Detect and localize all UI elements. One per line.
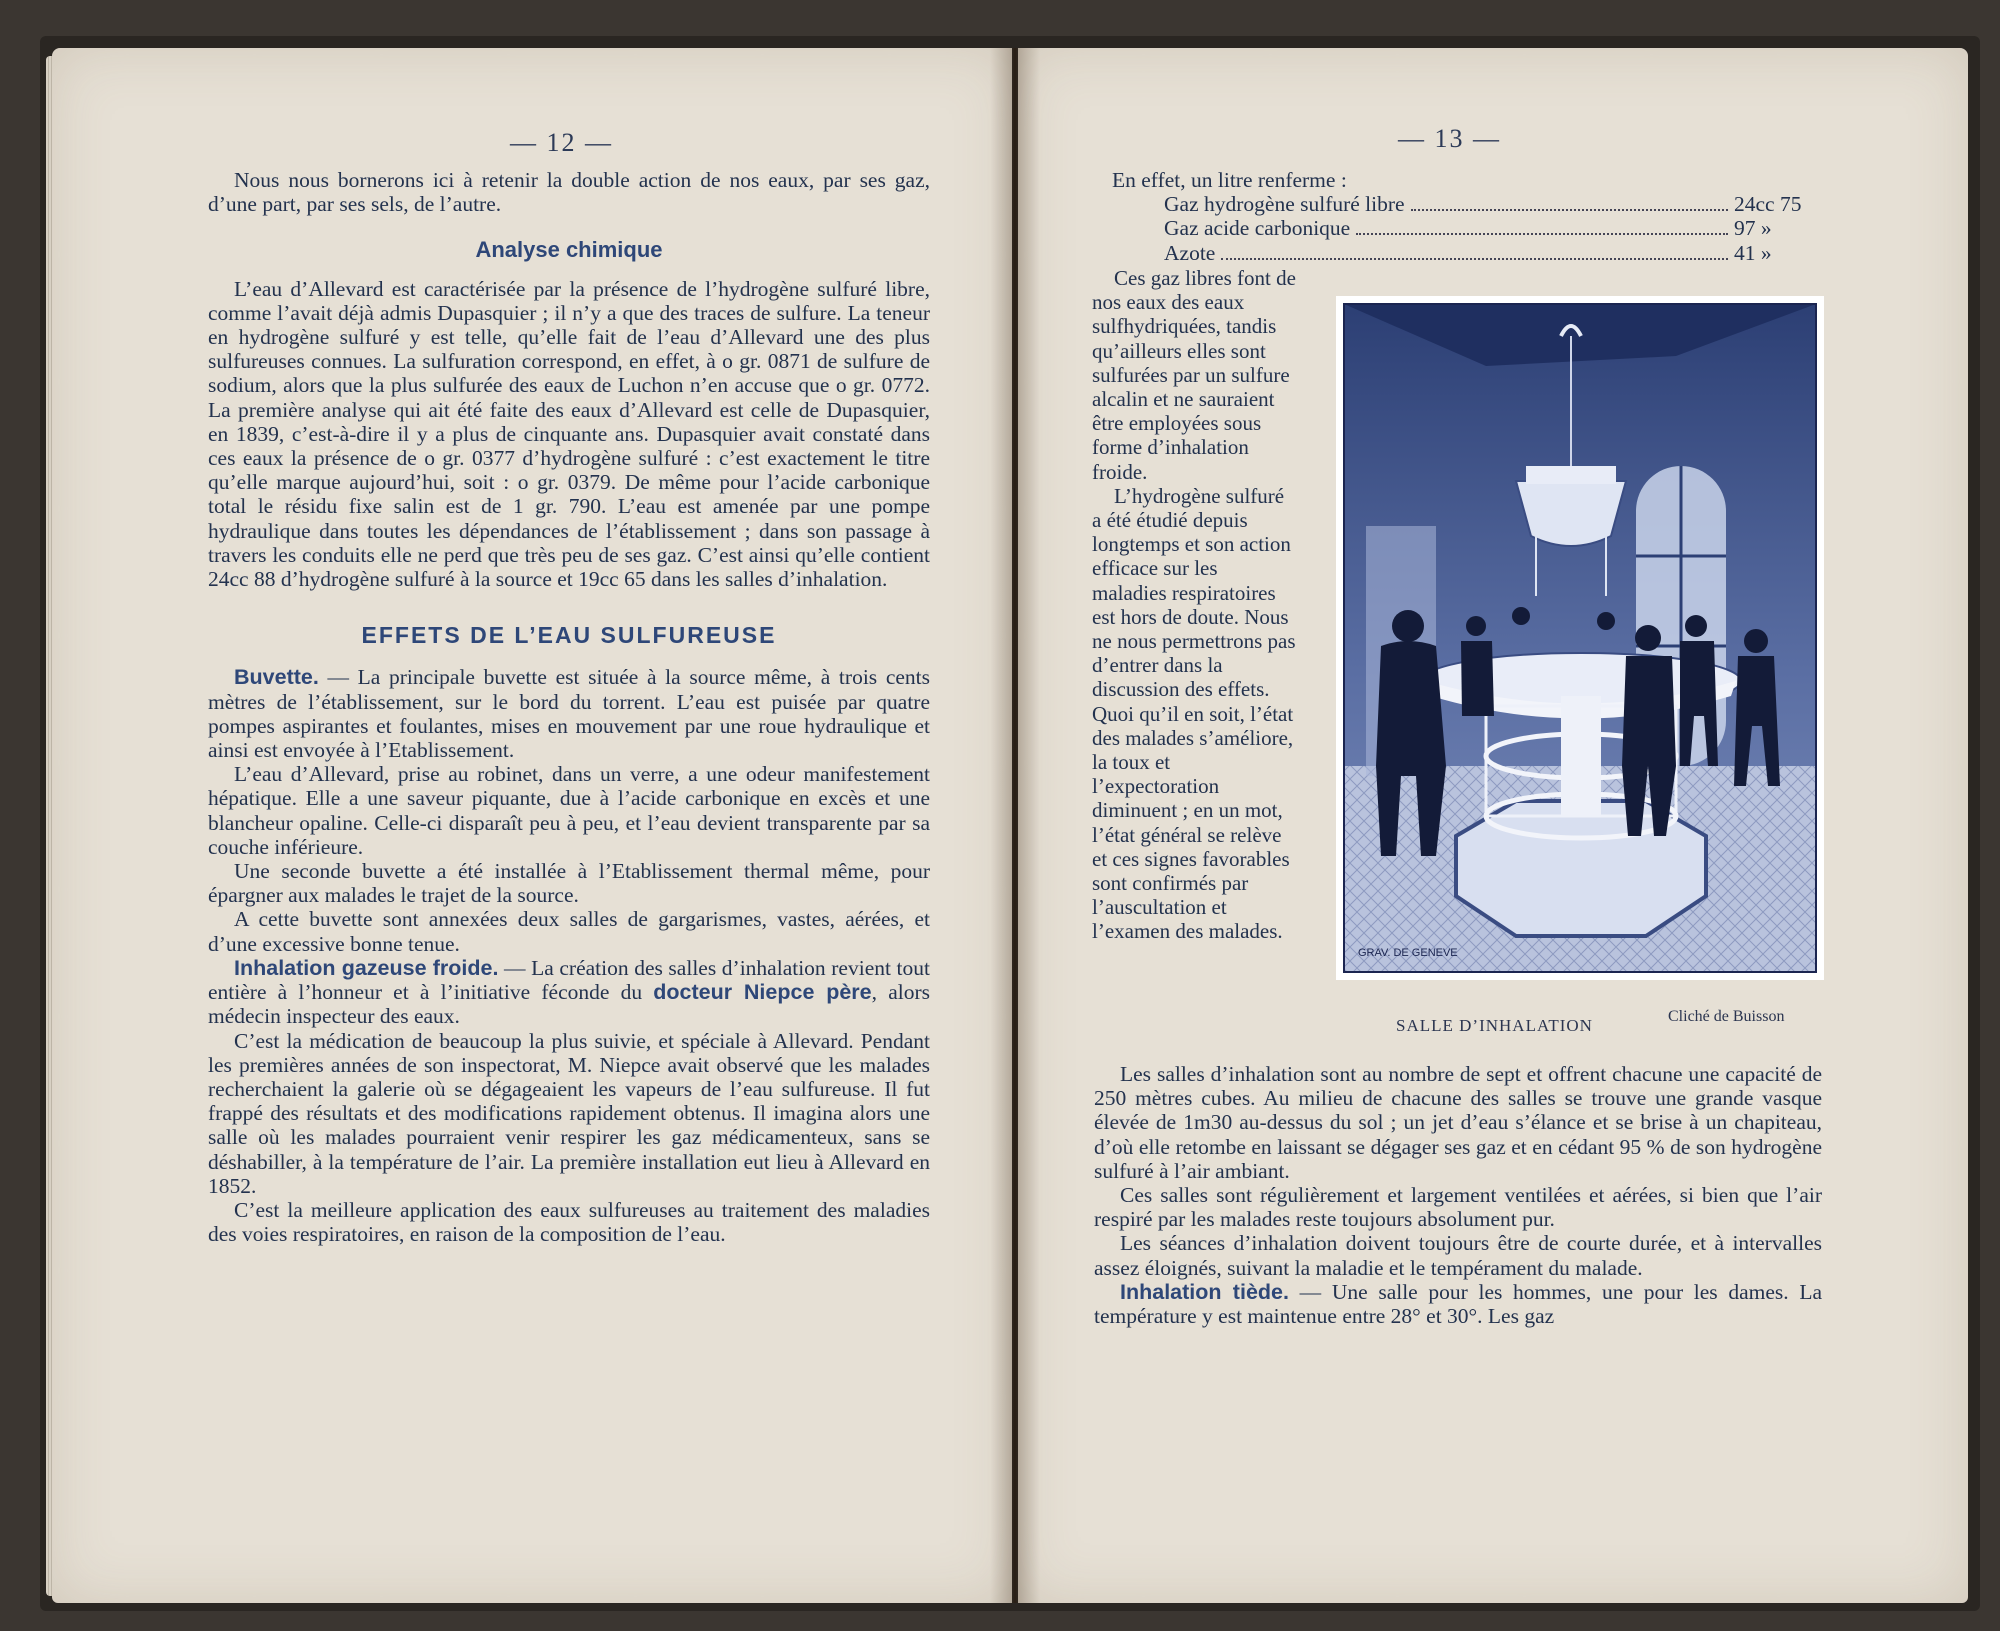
gargarismes-paragraph: A cette buvette sont annexées deux salles de gargarismes, vastes, aérées, et d’une excessive bonne tenue. xyxy=(208,907,930,956)
inhalation-room-photo xyxy=(1336,296,1824,980)
leader-dots xyxy=(1356,233,1728,235)
inhalation-tiede-text: — Une salle pour les hommes, une pour les dames. La température y est maintenue entre 28° et 30°. Les gaz xyxy=(1094,1279,1822,1329)
meilleure-application-paragraph: C’est la meilleure application des eaux sulfureuses au traitement des maladies des voies respiratoires, en raison de la composition de l’eau. xyxy=(208,1197,930,1247)
gas-value: 97 » xyxy=(1734,216,1772,241)
book-gutter xyxy=(990,48,1040,1603)
photo-illustration xyxy=(1336,296,1824,980)
heading-analyse-chimique: Analyse chimique xyxy=(475,237,663,263)
right-page-top-text xyxy=(1092,168,1824,265)
gas-row xyxy=(1092,216,1824,240)
heading-effets: EFFETS DE L’EAU SULFUREUSE xyxy=(361,622,777,649)
salles-paragraph: Les salles d’inhalation sont au nombre de sept et offrent chacune une capacité de 250 mètres cubes. Au milieu de chacune des salles se trouve une grande vasque élevée de 1m30 au-dessus du sol ; un jet d’eau s’élance et se brise à un chapiteau, d’où elle retombe en laissant se dégager ses gaz et en cédant 95 % de son hydrogène sulfuré à l’air ambiant. xyxy=(1094,1062,1822,1183)
niepce-label: docteur Niepce père xyxy=(653,980,872,1005)
litre-intro: En effet, un litre renferme : xyxy=(1112,168,1347,192)
inhalation-tiede-label: Inhalation tiède. xyxy=(1120,1279,1289,1304)
photo-credit: Cliché de Buisson xyxy=(1668,1008,1785,1025)
inhalation-tiede-paragraph xyxy=(1094,1280,1822,1328)
ventilees-paragraph: Ces salles sont régulièrement et largement ventilées et aérées, si bien que l’air respiré par les malades reste toujours absolument pur. xyxy=(1094,1183,1822,1232)
medication-paragraph: C’est la médication de beaucoup la plus suivie, et spéciale à Allevard. Pendant les premières années de son inspectorat, M. Niepce avait observé que les malades recherchaient la galerie où se dégageaient les vapeurs de l’eau sulfureuse. Il fut frappé des résultats et des modifications rapidement obtenus. Il imagina alors une salle où les malades pourraient venir respirer les gaz médicamenteux, sans se déshabiller, à la température de l’air. La première installation eut lieu à Allevard en 1852. xyxy=(208,1028,930,1198)
inhalation-text-2: , alors médecin inspecteur des eaux. xyxy=(208,980,930,1029)
buvette-paragraph xyxy=(208,665,930,762)
inhalation-froide-label: Inhalation gazeuse froide. xyxy=(234,955,499,980)
gas-name: Gaz acide carbonique xyxy=(1164,216,1351,241)
right-page-column-text xyxy=(1092,266,1296,944)
gas-table xyxy=(1092,192,1824,265)
page-number-12: — 12 — xyxy=(510,128,613,157)
leader-dots xyxy=(1411,209,1728,211)
photo-caption: SALLE D’INHALATION xyxy=(1396,1016,1593,1035)
seconde-buvette-paragraph: Une seconde buvette a été installée à l’Etablissement thermal même, pour épargner aux malades le trajet de la source. xyxy=(208,859,930,908)
left-page-text xyxy=(208,168,930,1246)
leader-dots xyxy=(1221,258,1728,260)
gas-row xyxy=(1092,241,1824,265)
gas-value: 41 » xyxy=(1734,240,1772,265)
inhalation-froide-paragraph xyxy=(208,956,930,1029)
engraver-mark: GRAV. DE GENEVE xyxy=(1358,947,1458,959)
analyse-paragraph: L’eau d’Allevard est caractérisée par la présence de l’hydrogène sulfuré libre, comme l’avait déjà admis Dupasquier ; il n’y a que des traces de sulfure. La teneur en hydrogène sulfuré y est telle, qu’elle fait de l’eau d’Allevard une des plus sulfureuses connues. La sulfuration correspond, en effet, à o gr. 0871 de sulfure de sodium, alors que la plus sulfurée des eaux de Luchon n’en accuse que o gr. 0772. La première analyse qui ait été faite des eaux d’Allevard est celle de Dupasquier, en 1839, c’est-à-dire il y a plus de cinquante ans. Dupasquier avait constaté dans ces eaux la présence de o gr. 0377 d’hydrogène sulfuré : c’est exactement le titre qu’elle marque aujourd’hui, soit : o gr. 0379. De même pour l’acide carbonique total le résidu fixe salin est de 1 gr. 790. L’eau est amenée par une pompe hydraulique dans toutes les dépendances de l’établissement ; dans son passage à travers les conduits elle ne perd que très peu de ses gaz. C’est ainsi qu’elle contient 24cc 88 d’hydrogène sulfuré à la source et 19cc 65 dans les salles d’inhalation. xyxy=(208,276,930,592)
buvette-text: — La principale buvette est située à la source même, à trois cents mètres de l’établissement, sur le bord du torrent. L’eau est puisée par quatre pompes aspirantes et foulantes, mises en mouvement par une roue hydraulique et ainsi est envoyée à l’Etablissement. xyxy=(208,665,930,763)
robinet-paragraph: L’eau d’Allevard, prise au robinet, dans un verre, a une odeur manifestement hépatique. Elle a une saveur piquante, due à l’acide carbonique en excès et une blancheur opaline. Celle-ci disparaît peu à peu, et l’eau devient transparente par sa couche inférieure. xyxy=(208,762,930,859)
right-page-bottom-text xyxy=(1094,1062,1822,1328)
gas-row xyxy=(1092,192,1824,216)
inhalation-text-1: — La création des salles d’inhalation revient tout entière à l’honneur et à l’initiative féconde du xyxy=(208,955,930,1005)
hydrogene-paragraph: L’hydrogène sulfuré a été étudié depuis longtemps et son action efficace sur les maladies respiratoires est hors de doute. Nous ne nous permettrons pas d’entrer dans la discussion des effets. Quoi qu’il en soit, l’état des malades s’améliore, la toux et l’expectoration diminuent ; en un mot, l’état général se relève et ces signes favorables sont confirmés par l’auscultation et l’examen des malades. xyxy=(1092,483,1296,944)
sulfhydriquees-paragraph: Ces gaz libres font de nos eaux des eaux sulfhydriquées, tandis qu’ailleurs elles sont sulfurées par un sulfure alcalin et ne sauraient être employées sous forme d’inhalation froide. xyxy=(1092,266,1296,484)
intro-paragraph: Nous nous bornerons ici à retenir la double action de nos eaux, par ses gaz, d’une part, par ses sels, de l’autre. xyxy=(208,168,930,217)
seances-paragraph: Les séances d’inhalation doivent toujours être de courte durée, et à intervalles assez éloignés, suivant la maladie et le tempérament du malade. xyxy=(1094,1231,1822,1280)
buvette-label: Buvette. xyxy=(234,665,319,690)
gas-name: Azote xyxy=(1164,240,1216,265)
page-number-13: — 13 — xyxy=(1398,124,1501,153)
gas-name: Gaz hydrogène sulfuré libre xyxy=(1164,192,1405,217)
gas-value: 24cc 75 xyxy=(1734,192,1802,217)
